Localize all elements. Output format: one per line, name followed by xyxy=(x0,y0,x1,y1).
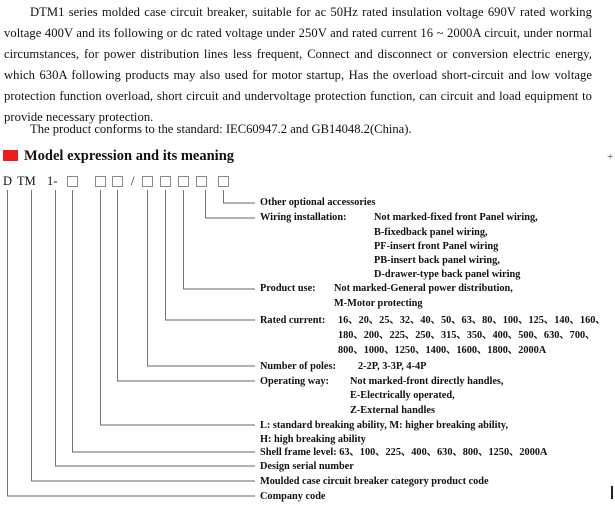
annotation-current-title: Rated current: xyxy=(260,315,326,326)
annotation-poles-title: Number of poles: xyxy=(260,361,336,372)
annotation-use-0: Not marked-General power distribution, xyxy=(334,283,513,294)
annotation-wiring-3: PB-insert back panel wiring, xyxy=(374,255,500,266)
intro-paragraph: DTM1 series molded case circuit breaker, suitable for ac 50Hz rated insulation voltage 690V rated working voltage 400V and its following or dc rated voltage under 250V and rated current 16 ~ 2000A circuit, under normal circumstances, for power distribution lines less frequent, Connect and disconnect or conversion electric energy, which 630A following products may also used for motor startup, Has the overload short-circuit and low voltage protection function overload, short circuit and undervoltage protection function, can circuit and load equipment to provide necessary protection. xyxy=(4,5,592,124)
code-slash: / xyxy=(131,174,135,188)
annotation-wiring-title: Wiring installation: xyxy=(260,212,347,223)
annotation-poles-value: 2-2P, 3-3P, 4-4P xyxy=(358,361,427,372)
annotation-operating-1: E-Electrically operated, xyxy=(350,390,455,401)
annotation-operating-title: Operating way: xyxy=(260,376,329,387)
annotation-operating-2: Z-External handles xyxy=(350,405,435,416)
leader-breaking xyxy=(101,190,256,425)
leader-category xyxy=(32,190,256,481)
code-serial: 1- xyxy=(47,174,58,188)
annotation-current-0: 16、20、25、32、40、50、63、80、100、125、140、160、 xyxy=(338,315,606,326)
code-letter-d: D xyxy=(3,174,13,188)
annotation-current-1: 180、200、225、250、315、350、400、500、630、700、 xyxy=(338,330,596,341)
leader-use xyxy=(184,190,256,289)
marker-dot: + xyxy=(607,151,614,163)
annotation-category: Moulded case circuit breaker category product code xyxy=(260,476,489,487)
annotation-wiring-1: B-fixedback panel wiring, xyxy=(374,227,488,238)
leader-frame xyxy=(73,190,256,452)
leader-wiring xyxy=(206,190,256,218)
leader-operating xyxy=(118,190,256,381)
annotation-frame: Shell frame level: 63、100、225、400、630、800、1250、2000A xyxy=(260,447,548,458)
leader-current xyxy=(166,190,256,320)
standard-statement: The product conforms to the standard: IEC60947.2 and GB14048.2(China). xyxy=(30,122,412,136)
annotation-wiring-2: PF-insert front Panel wiring xyxy=(374,241,499,252)
annotation-use-1: M-Motor protecting xyxy=(334,298,423,309)
annotation-wiring-0: Not marked-fixed front Panel wiring, xyxy=(374,212,538,223)
annotation-breaking-0: L: standard breaking ability, M: higher breaking ability, xyxy=(260,420,509,431)
annotation-wiring-4: D-drawer-type back panel wiring xyxy=(374,269,521,280)
annotation-current-2: 800、1000、1250、1400、1600、1800、2000A xyxy=(338,345,547,356)
leader-poles xyxy=(148,190,256,366)
annotation-accessories: Other optional accessories xyxy=(260,197,376,208)
section-title: Model expression and its meaning xyxy=(24,148,235,164)
leader-company xyxy=(8,190,256,496)
annotation-company: Company code xyxy=(260,491,326,502)
code-letters-tm: TM xyxy=(17,174,36,188)
annotation-breaking-1: H: high breaking ability xyxy=(260,434,366,445)
annotation-serial: Design serial number xyxy=(260,461,354,472)
annotation-use-title: Product use: xyxy=(260,283,316,294)
annotation-operating-0: Not marked-front directly handles, xyxy=(350,376,504,387)
leader-accessories xyxy=(224,190,256,203)
